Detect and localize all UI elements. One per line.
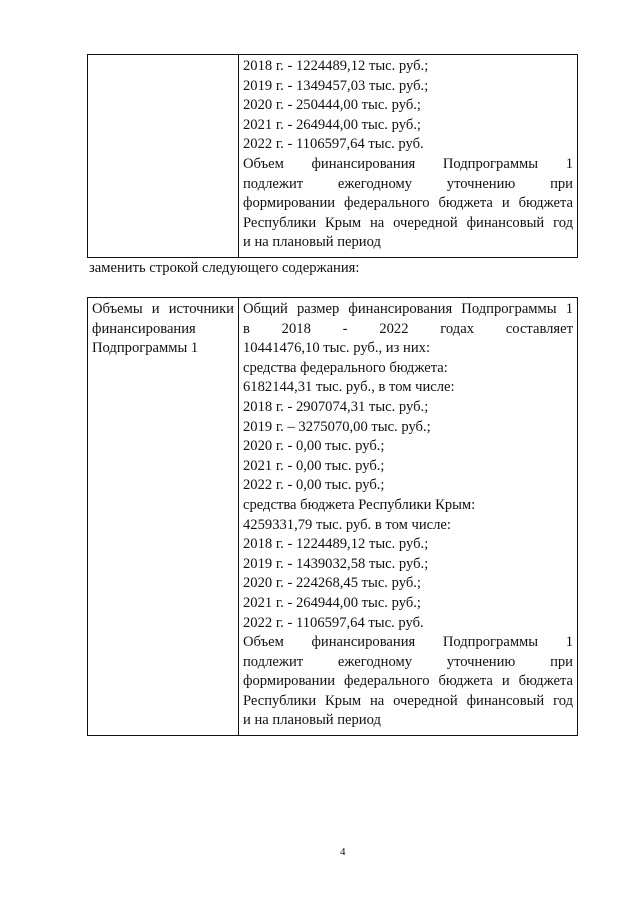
detail-line: 2018 г. - 2907074,31 тыс. руб.; [243, 398, 429, 415]
detail-line: 2022 г. - 0,00 тыс. руб.; [243, 477, 385, 494]
detail-line: 10441476,10 тыс. руб., из них: [243, 340, 430, 357]
table-cell-financing-details [239, 298, 578, 736]
detail-line: 2020 г. - 0,00 тыс. руб.; [243, 438, 385, 455]
detail-line: 2019 г. – 3275070,00 тыс. руб.; [243, 418, 431, 435]
heading-line: Объемы и источники [92, 301, 234, 317]
note-line: подлежит ежегодному уточнению при [243, 175, 573, 192]
note-line: Республики Крым на очередной финансовый год [243, 214, 573, 231]
financing-table-previous [87, 54, 578, 258]
note-line: Республики Крым на очередной финансовый год [243, 692, 573, 709]
financing-table-new [87, 297, 578, 736]
table-row [88, 298, 578, 736]
year-line: 2021 г. - 264944,00 тыс. руб.; [243, 116, 421, 133]
table-cell-heading [88, 298, 239, 736]
year-line: 2019 г. - 1349457,03 тыс. руб.; [243, 77, 429, 94]
year-line: 2018 г. - 1224489,12 тыс. руб.; [243, 58, 429, 74]
detail-line: 2021 г. - 264944,00 тыс. руб.; [243, 594, 421, 611]
detail-line: 2022 г. - 1106597,64 тыс. руб. [243, 614, 424, 631]
detail-line: 2020 г. - 224268,45 тыс. руб.; [243, 575, 421, 592]
detail-line: 2019 г. - 1439032,58 тыс. руб.; [243, 555, 429, 572]
heading-line-last: Подпрограммы 1 [92, 340, 199, 357]
detail-line: 2021 г. - 0,00 тыс. руб.; [243, 457, 385, 474]
note-line: подлежит ежегодному уточнению при [243, 653, 573, 670]
note-line-last: и на плановый период [243, 234, 381, 251]
detail-line: 6182144,31 тыс. руб., в том числе: [243, 379, 455, 396]
heading-line: финансирования [92, 320, 196, 337]
detail-line: средства бюджета Республики Крым: [243, 496, 476, 513]
table-cell-empty [88, 55, 239, 258]
summary-line: Общий размер финансирования Подпрограммы 1 [243, 301, 573, 317]
year-line: 2020 г. - 250444,00 тыс. руб.; [243, 97, 421, 114]
detail-line: 4259331,79 тыс. руб. в том числе: [243, 516, 451, 533]
page-number: 4 [340, 846, 346, 858]
note-line: формировании федерального бюджета и бюджета [243, 195, 573, 212]
note-line: Объем финансирования Подпрограммы 1 [243, 634, 573, 651]
replacement-instruction: заменить строкой следующего содержания: [89, 260, 360, 276]
note-line: Объем финансирования Подпрограммы 1 [243, 155, 573, 172]
year-line: 2022 г. - 1106597,64 тыс. руб. [243, 136, 424, 153]
detail-line: 2018 г. - 1224489,12 тыс. руб.; [243, 536, 429, 553]
detail-line: средства федерального бюджета: [243, 359, 448, 376]
summary-line: в 2018 - 2022 годах составляет [243, 320, 573, 337]
table-cell-financing-details [239, 55, 578, 258]
note-line: формировании федерального бюджета и бюджета [243, 673, 573, 690]
table-row [88, 55, 578, 258]
note-line-last: и на плановый период [243, 712, 381, 729]
